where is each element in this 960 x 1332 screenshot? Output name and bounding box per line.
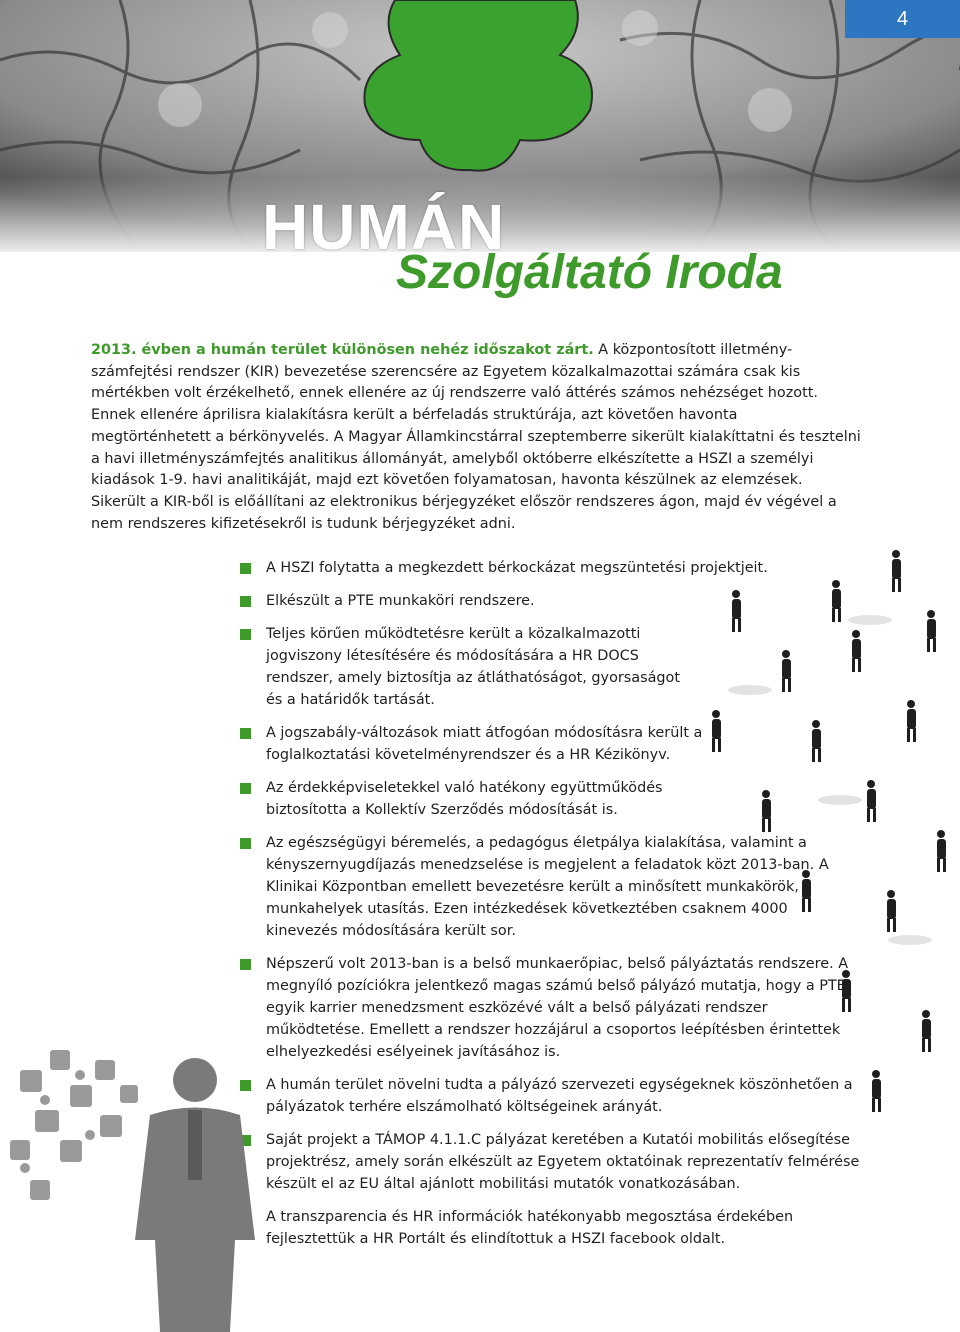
- list-item-text: Teljes körűen működtetésre került a közalkalmazotti jogviszony létesítésére és módosítására a HR DOCS rendszer, amely biztosítja az átláthatóságot, gyorsaságot és a határidők tartását.: [266, 626, 681, 708]
- bullet-square-icon: [240, 783, 251, 794]
- intro-lead: 2013. évben a humán terület különösen nehéz időszakot zárt.: [91, 342, 594, 358]
- walking-person: [867, 780, 876, 822]
- page-number-badge: 4: [845, 0, 960, 38]
- list-item-text: A jogszabály-változások miatt átfogóan módosításra került a foglalkoztatási követelményrendszer és a HR Kézikönyv.: [266, 725, 703, 763]
- list-item-text: Az érdekképviseletekkel való hatékony együttműködés biztosította a Kollektív Szerződés módosítását is.: [266, 780, 663, 818]
- list-item-text: A HSZI folytatta a megkezdett bérkockázat megszüntetési projektjeit.: [266, 560, 768, 576]
- bullet-square-icon: [240, 629, 251, 640]
- walking-person: [927, 610, 936, 652]
- bullet-square-icon: [240, 728, 251, 739]
- list-item-text: A transzparencia és HR információk hatékonyabb megosztása érdekében fejlesztettük a HR Portált és elindítottuk a HSZI facebook oldalt.: [266, 1209, 794, 1247]
- walking-person: [907, 700, 916, 742]
- list-item: [240, 777, 686, 821]
- list-item-text: A humán terület növelni tudta a pályázó szervezeti egységeknek köszönhetően a pályázatok terhére elszámolható költségeinek arányát.: [266, 1077, 853, 1115]
- intro-paragraph: [91, 340, 861, 492]
- list-item: [240, 953, 860, 1063]
- bullet-square-icon: [240, 838, 251, 849]
- puzzle-businessman-illustration: [0, 1040, 290, 1332]
- achievements-list: [240, 557, 860, 1261]
- bullet-square-icon: [240, 959, 251, 970]
- list-item: [240, 1206, 860, 1250]
- intro-text: [91, 340, 861, 535]
- list-item-text: Elkészült a PTE munkaköri rendszere.: [266, 593, 535, 609]
- bullet-square-icon: [240, 596, 251, 607]
- list-item: [240, 722, 706, 766]
- walking-person: [922, 1010, 931, 1052]
- list-item-text: Népszerű volt 2013-ban is a belső munkaerőpiac, belső pályáztatás rendszere. A megnyíló pozíciókra jelentkező magas számú belső pályázó mutatja, hogy a PTE egyik karrier menedzsment eszközévé vált a belső pályázati rendszer működtetése. Emellett a rendszer hozzájárul a csoportos leépítésben érintettek elhelyezkedési esélyeinek javításához is.: [266, 956, 849, 1060]
- list-item: [240, 557, 860, 579]
- walking-person: [887, 890, 896, 932]
- walking-person: [892, 550, 901, 592]
- bullet-square-icon: [240, 563, 251, 574]
- list-item: [240, 590, 860, 612]
- intro-paragraph-2: Sikerült a KIR-ből is előállítani az elektronikus bérjegyzéket először rendszeres ágon, majd év végével a nem rendszeres kifizetésekről is tudunk bérjegyzéket adni.: [91, 493, 837, 532]
- list-item: [240, 1074, 860, 1118]
- walking-person: [937, 830, 946, 872]
- list-item: [240, 1129, 860, 1195]
- list-item-text: Saját projekt a TÁMOP 4.1.1.C pályázat keretében a Kutatói mobilitás elősegítése projektrész, amely során elkészült az Egyetem oktatóinak reprezentatív felmérése készült el az EU által ajánlott mobilitási mutatók vonatkozásában.: [266, 1132, 860, 1192]
- walking-person: [872, 1070, 881, 1112]
- list-item-text: Az egészségügyi béremelés, a pedagógus életpálya kialakítása, valamint a kényszernyugdíjazás menedzselése is megjelent a feladatok közt 2013-ban. A Klinikai Központban emellett bevezetésre került a minősített munkakörök, munkahelyek utasítás. Ezen intézkedések következtében csaknem 4000 kinevezés módosítására került sor.: [266, 835, 829, 939]
- list-item: [240, 832, 860, 942]
- list-item: [240, 623, 686, 711]
- intro-body: A központosított illetmény-számfejtési rendszer (KIR) bevezetése szerencsére az Egyetem közalkalmazottai számára csak kis mértékben volt érzékelhető, ennek ellenére az új rendszerre való áttérés számos nehézséget hozott. Ennek ellenére áprilisra kialakításra került a bérfeladás struktúrája, azt követően havonta megtörténhetett a bérkönyvelés. A Magyar Államkincstárral szeptemberre sikerült kialakíttatni és tesztelni a havi illetményszámfejtés analitikus állományát, amelyből októberre elkészítette a HSZI a személyi kiadások 1-9. havi analitikáját, majd ezt követően folyamatosan, havonta készülnek az elemzések.: [91, 342, 861, 489]
- page-title: HUMÁN: [262, 191, 506, 263]
- page-subtitle: Szolgáltató Iroda: [396, 246, 783, 299]
